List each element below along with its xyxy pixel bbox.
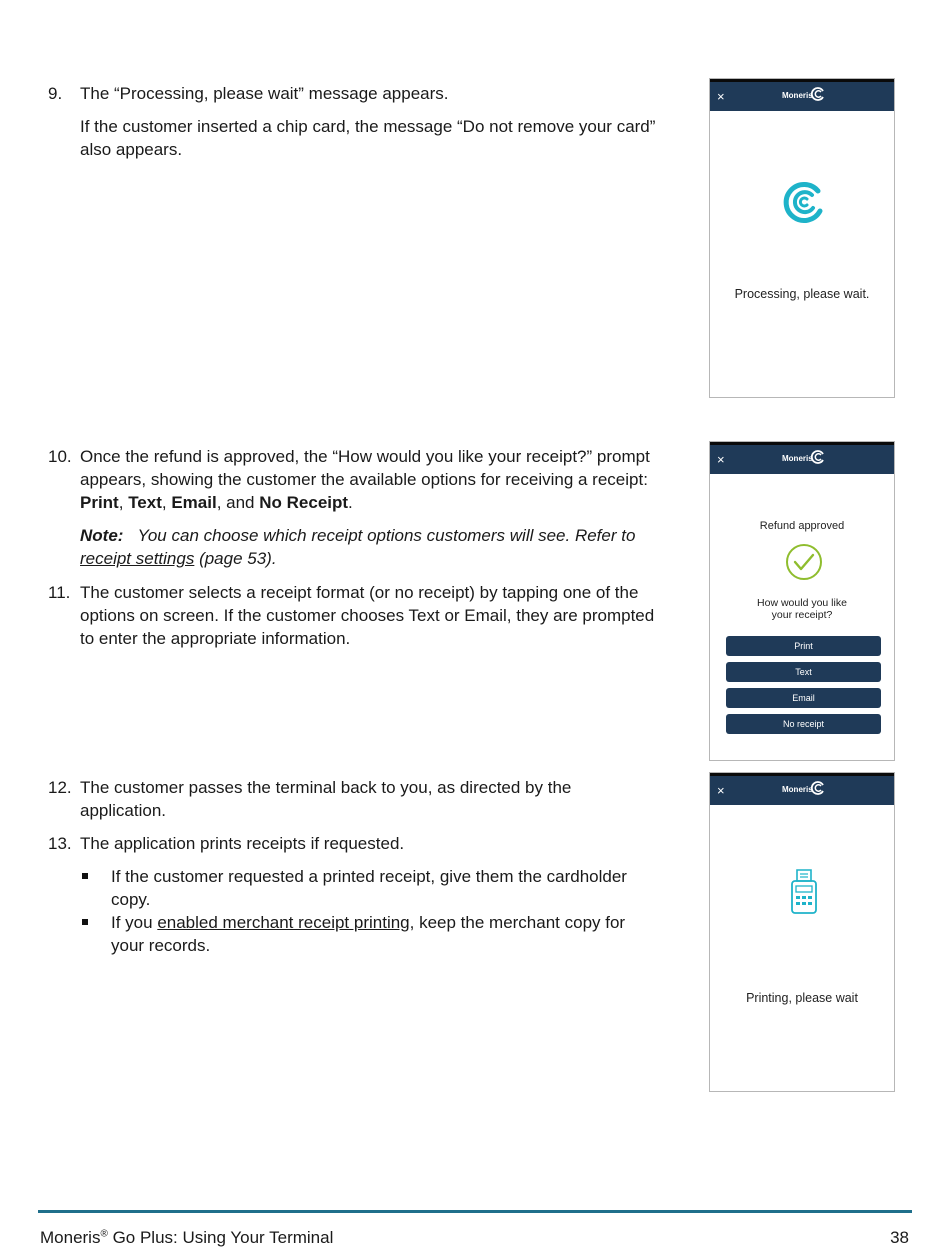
note-label: Note: — [80, 526, 124, 545]
step-12 — [48, 776, 658, 822]
moneris-swirl-icon — [810, 86, 826, 102]
terminal-printer-icon — [789, 869, 819, 915]
step-11 — [48, 581, 658, 650]
list-item: If the customer requested a printed receipt, give them the cardholder copy. — [80, 865, 658, 911]
step-number: 13. — [48, 834, 72, 853]
screen-header — [710, 773, 894, 805]
step-text: The application prints receipts if requested. — [80, 834, 405, 853]
moneris-logo-text: Moneris — [782, 91, 813, 100]
no-receipt-button[interactable]: No receipt — [726, 714, 881, 734]
receipt-prompt: How would you like your receipt? — [757, 597, 847, 621]
option-print: Print — [80, 493, 119, 512]
option-email: Email — [171, 493, 217, 512]
close-icon[interactable]: × — [717, 783, 725, 798]
refund-approved-text: Refund approved — [759, 520, 845, 532]
screen-header — [710, 79, 894, 111]
merchant-receipt-printing-link[interactable]: enabled merchant receipt printing — [157, 913, 410, 932]
moneris-swirl-icon — [810, 780, 826, 796]
note: Note: You can choose which receipt options customers will see. Refer to receipt settings (page 53). — [80, 526, 636, 568]
moneris-logo-text: Moneris — [782, 785, 813, 794]
moneris-swirl-icon — [780, 179, 826, 225]
step-9 — [48, 82, 658, 161]
screen-header — [710, 442, 894, 474]
step-13 — [48, 832, 658, 957]
printing-message: Printing, please wait — [746, 991, 858, 1005]
receipt-choice-screen — [709, 441, 895, 761]
receipt-settings-link[interactable]: receipt settings — [80, 549, 195, 568]
footer-divider — [38, 1210, 912, 1213]
step-text: The customer selects a receipt format (or no receipt) by tapping one of the options on screen. If the customer chooses Text or Email, they are prompted to enter the appropriate information. — [80, 583, 655, 648]
close-icon[interactable]: × — [717, 89, 725, 104]
email-button[interactable]: Email — [726, 688, 881, 708]
step-number: 9. — [48, 84, 63, 103]
step-10 — [48, 445, 658, 570]
step-text: Once the refund is approved, the “How would you like your receipt?” prompt appears, showing the customer the available options for receiving a receipt: Print, Text, Email, and No Receipt. — [80, 447, 650, 512]
text-button[interactable]: Text — [726, 662, 881, 682]
processing-message: Processing, please wait. — [734, 287, 870, 301]
option-text: Text — [128, 493, 162, 512]
option-no-receipt: No Receipt — [259, 493, 349, 512]
step-number: 12. — [48, 778, 72, 797]
check-circle-icon — [785, 543, 823, 581]
footer-title: Moneris® Go Plus: Using Your Terminal — [40, 1228, 334, 1247]
step-text: The customer passes the terminal back to you, as directed by the application. — [80, 778, 572, 820]
step-text: The “Processing, please wait” message appears. — [80, 84, 449, 103]
processing-screen — [709, 78, 895, 398]
printing-screen — [709, 772, 895, 1092]
moneris-swirl-icon — [810, 449, 826, 465]
bullet-square-icon — [82, 873, 88, 879]
bullet-list — [80, 865, 658, 957]
list-item: If you enabled merchant receipt printing, keep the merchant copy for your records. — [80, 911, 658, 957]
page-number: 38 — [890, 1228, 909, 1247]
bullet-square-icon — [82, 919, 88, 925]
print-button[interactable]: Print — [726, 636, 881, 656]
close-icon[interactable]: × — [717, 452, 725, 467]
moneris-logo-text: Moneris — [782, 454, 813, 463]
step-number: 10. — [48, 447, 72, 466]
step-detail: If the customer inserted a chip card, the message “Do not remove your card” also appears. — [80, 117, 656, 159]
step-number: 11. — [48, 583, 71, 602]
